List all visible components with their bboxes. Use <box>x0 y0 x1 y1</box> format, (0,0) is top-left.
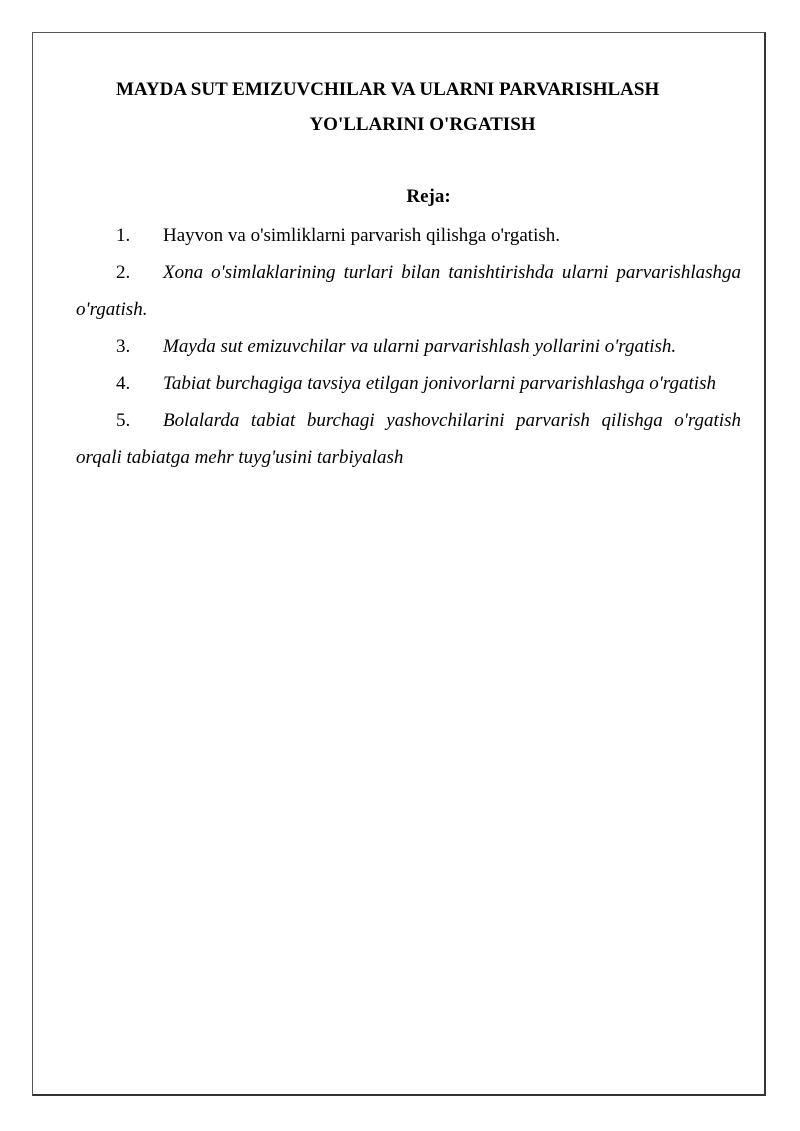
plan-item-number: 3. <box>116 336 131 357</box>
plan-item-number: 4. <box>116 373 131 394</box>
document-title <box>76 72 741 142</box>
plan-item-text: Hayvon va o'simliklarni parvarish qilishga o'rgatish. <box>163 225 560 246</box>
plan-item-3 <box>76 328 741 365</box>
plan-list <box>76 217 741 476</box>
plan-item-number: 5. <box>116 410 131 431</box>
plan-item-4 <box>76 365 741 402</box>
plan-item-text: Mayda sut emizuvchilar va ularni parvarishlash yollarini o'rgatish. <box>163 336 677 357</box>
plan-item-text: Tabiat burchagiga tavsiya etilgan jonivorlarni parvarishlashga o'rgatish <box>163 373 716 394</box>
plan-item-text: Bolalarda tabiat burchagi yashovchilarini parvarish qilishga o'rgatish orqali tabiatga mehr tuyg'usini tarbiyalash <box>76 410 741 468</box>
plan-heading: Reja: <box>406 186 451 207</box>
plan-item-number: 1. <box>116 225 131 246</box>
title-line-2: YO'LLARINI O'RGATISH <box>309 114 536 135</box>
plan-item-2 <box>76 254 741 328</box>
plan-item-number: 2. <box>116 262 131 283</box>
plan-item-1 <box>76 217 741 254</box>
document-content <box>76 72 741 476</box>
plan-item-text: Xona o'simlaklarining turlari bilan tanishtirishda ularni parvarishlashga o'rgatish. <box>76 262 741 320</box>
title-line-1: MAYDA SUT EMIZUVCHILAR VA ULARNI PARVARISHLASH <box>116 79 660 100</box>
plan-item-5 <box>76 402 741 476</box>
